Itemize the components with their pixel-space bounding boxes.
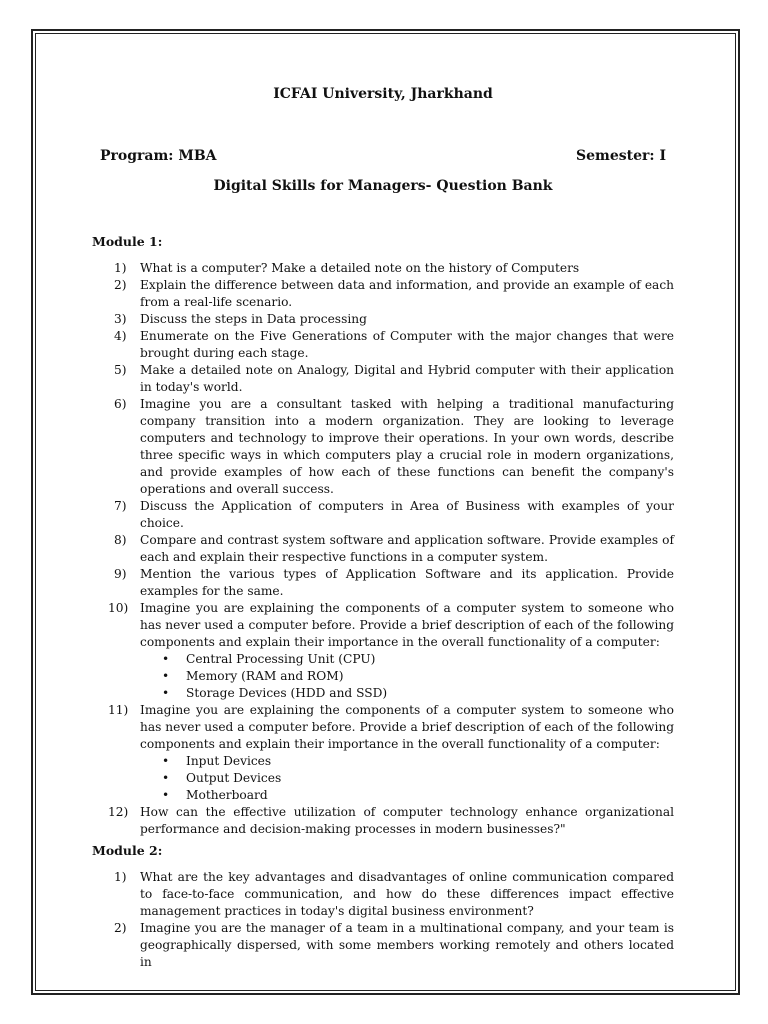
module-1-question-list: [92, 260, 674, 838]
bullet-item: • Central Processing Unit (CPU): [140, 651, 674, 668]
question-text: Enumerate on the Five Generations of Computer with the major changes that were brought during each stage.: [140, 329, 674, 360]
question-number: 4): [114, 329, 127, 343]
question-item: [92, 311, 674, 328]
question-number: 12): [108, 805, 129, 819]
module-1-heading: Module 1:: [92, 234, 163, 249]
bullet-item: • Motherboard: [140, 787, 674, 804]
question-text: Explain the difference between data and information, and provide an example of each from a real-life scenario.: [140, 278, 674, 309]
question-text: Imagine you are the manager of a team in a multinational company, and your team is geographically dispersed, with some members working remotely and others located in: [140, 921, 674, 969]
question-text: Imagine you are a consultant tasked with helping a traditional manufacturing company transition into a modern organization. They are looking to leverage computers and technology to improve their operations. In your own words, describe three specific ways in which computers play a crucial role in modern organizations, and provide examples of how each of these functions can benefit the company's operations and overall success.: [140, 397, 674, 496]
question-text: Compare and contrast system software and application software. Provide examples of each and explain their respective functions in a computer system.: [140, 533, 674, 564]
question-item: [92, 600, 674, 702]
question-item: [92, 804, 674, 838]
semester-label: Semester: I: [576, 148, 666, 164]
question-number: 6): [114, 397, 127, 411]
question-number: 7): [114, 499, 127, 513]
question-item: [92, 920, 674, 971]
document-title: Digital Skills for Managers- Question Bank: [213, 178, 553, 194]
question-text: What are the key advantages and disadvantages of online communication compared to face-to-face communication, and how do these differences impact effective management practices in today's digital business environment?: [140, 870, 674, 918]
question-item: [92, 498, 674, 532]
question-number: 5): [114, 363, 127, 377]
question-text: Imagine you are explaining the components of a computer system to someone who has never used a computer before. Provide a brief description of each of the following components and explain their importance in the overall functionality of a computer:: [140, 601, 674, 649]
question-number: 3): [114, 312, 127, 326]
question-text: Discuss the Application of computers in Area of Business with examples of your choice.: [140, 499, 674, 530]
question-number: 9): [114, 567, 127, 581]
question-number: 8): [114, 533, 127, 547]
question-text: Discuss the steps in Data processing: [140, 312, 367, 326]
question-number: 1): [114, 870, 127, 884]
question-number: 1): [114, 261, 127, 275]
module-2-question-list: [92, 869, 674, 971]
question-number: 2): [114, 921, 127, 935]
module-2-heading: Module 2:: [92, 843, 163, 858]
question-text: What is a computer? Make a detailed note on the history of Computers: [140, 261, 580, 275]
question-number: 2): [114, 278, 127, 292]
question-text: How can the effective utilization of computer technology enhance organizational performance and decision-making processes in modern businesses?": [140, 805, 674, 836]
question-item: [92, 260, 674, 277]
question-item: [92, 328, 674, 362]
question-number: 11): [108, 703, 129, 717]
question-text: Mention the various types of Application Software and its application. Provide examples for the same.: [140, 567, 674, 598]
bullet-list: [140, 753, 674, 804]
bullet-item: • Input Devices: [140, 753, 674, 770]
question-item: [92, 869, 674, 920]
question-item: [92, 277, 674, 311]
bullet-item: • Storage Devices (HDD and SSD): [140, 685, 674, 702]
university-name: ICFAI University, Jharkhand: [273, 86, 493, 102]
question-item: [92, 532, 674, 566]
question-text: Imagine you are explaining the components of a computer system to someone who has never used a computer before. Provide a brief description of each of the following components and explain their importance in the overall functionality of a computer:: [140, 703, 674, 751]
bullet-item: • Memory (RAM and ROM): [140, 668, 674, 685]
bullet-item: • Output Devices: [140, 770, 674, 787]
question-text: Make a detailed note on Analogy, Digital and Hybrid computer with their application in today's world.: [140, 363, 674, 394]
question-item: [92, 396, 674, 498]
question-item: [92, 702, 674, 804]
question-item: [92, 362, 674, 396]
program-label: Program: MBA: [100, 148, 217, 164]
question-number: 10): [108, 601, 129, 615]
question-item: [92, 566, 674, 600]
bullet-list: [140, 651, 674, 702]
